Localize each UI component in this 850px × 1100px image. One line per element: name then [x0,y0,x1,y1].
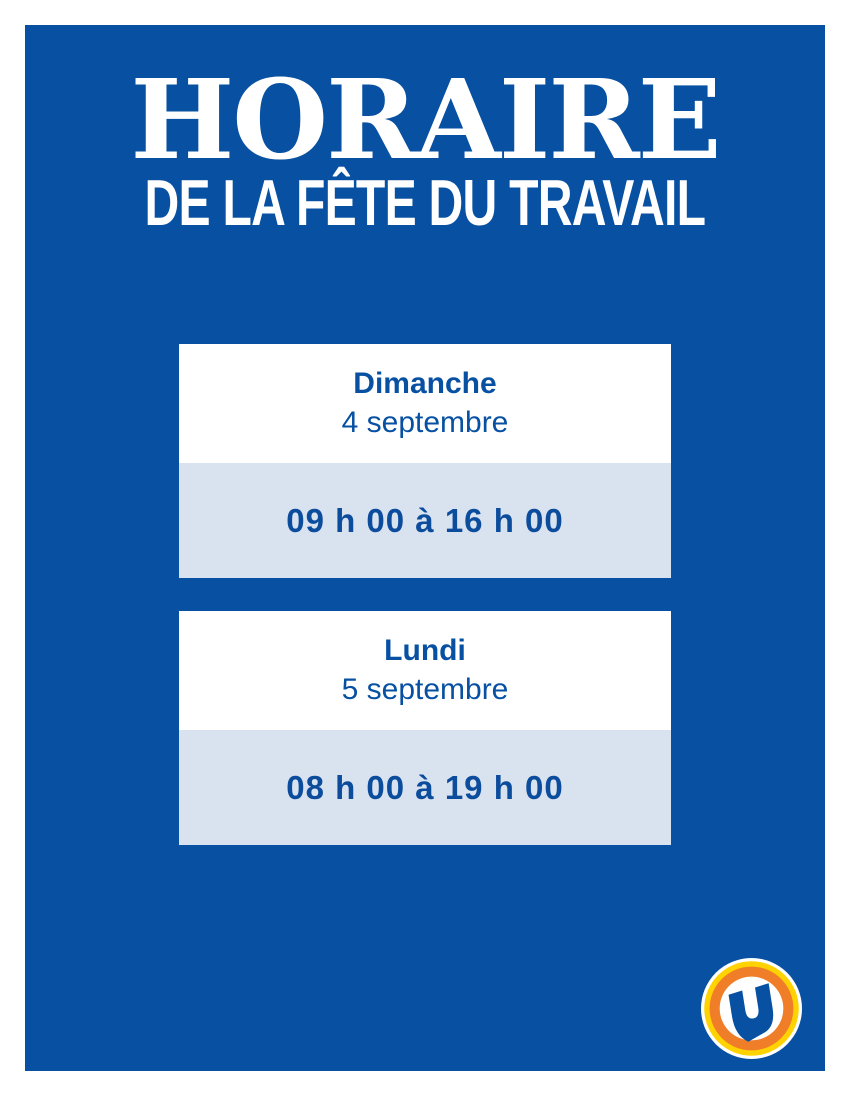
poster-background [25,25,825,1071]
card-date-header [179,344,671,463]
hours-label: 08 h 00 à 19 h 00 [286,768,564,806]
day-label: Lundi [384,633,466,667]
date-label: 4 septembre [341,406,509,439]
date-label: 5 septembre [341,673,509,706]
hours-label: 09 h 00 à 16 h 00 [286,501,564,539]
schedule-card-sunday [179,344,671,578]
poster-subtitle-row [25,166,825,239]
uniprix-logo-icon [701,958,802,1059]
poster-subtitle: DE LA FÊTE DU TRAVAIL [144,166,706,239]
card-hours-band [179,730,671,845]
card-date-header [179,611,671,730]
card-hours-band [179,463,671,578]
poster-title: HORAIRE [130,55,720,184]
schedule-card-monday [179,611,671,845]
day-label: Dimanche [353,366,497,400]
